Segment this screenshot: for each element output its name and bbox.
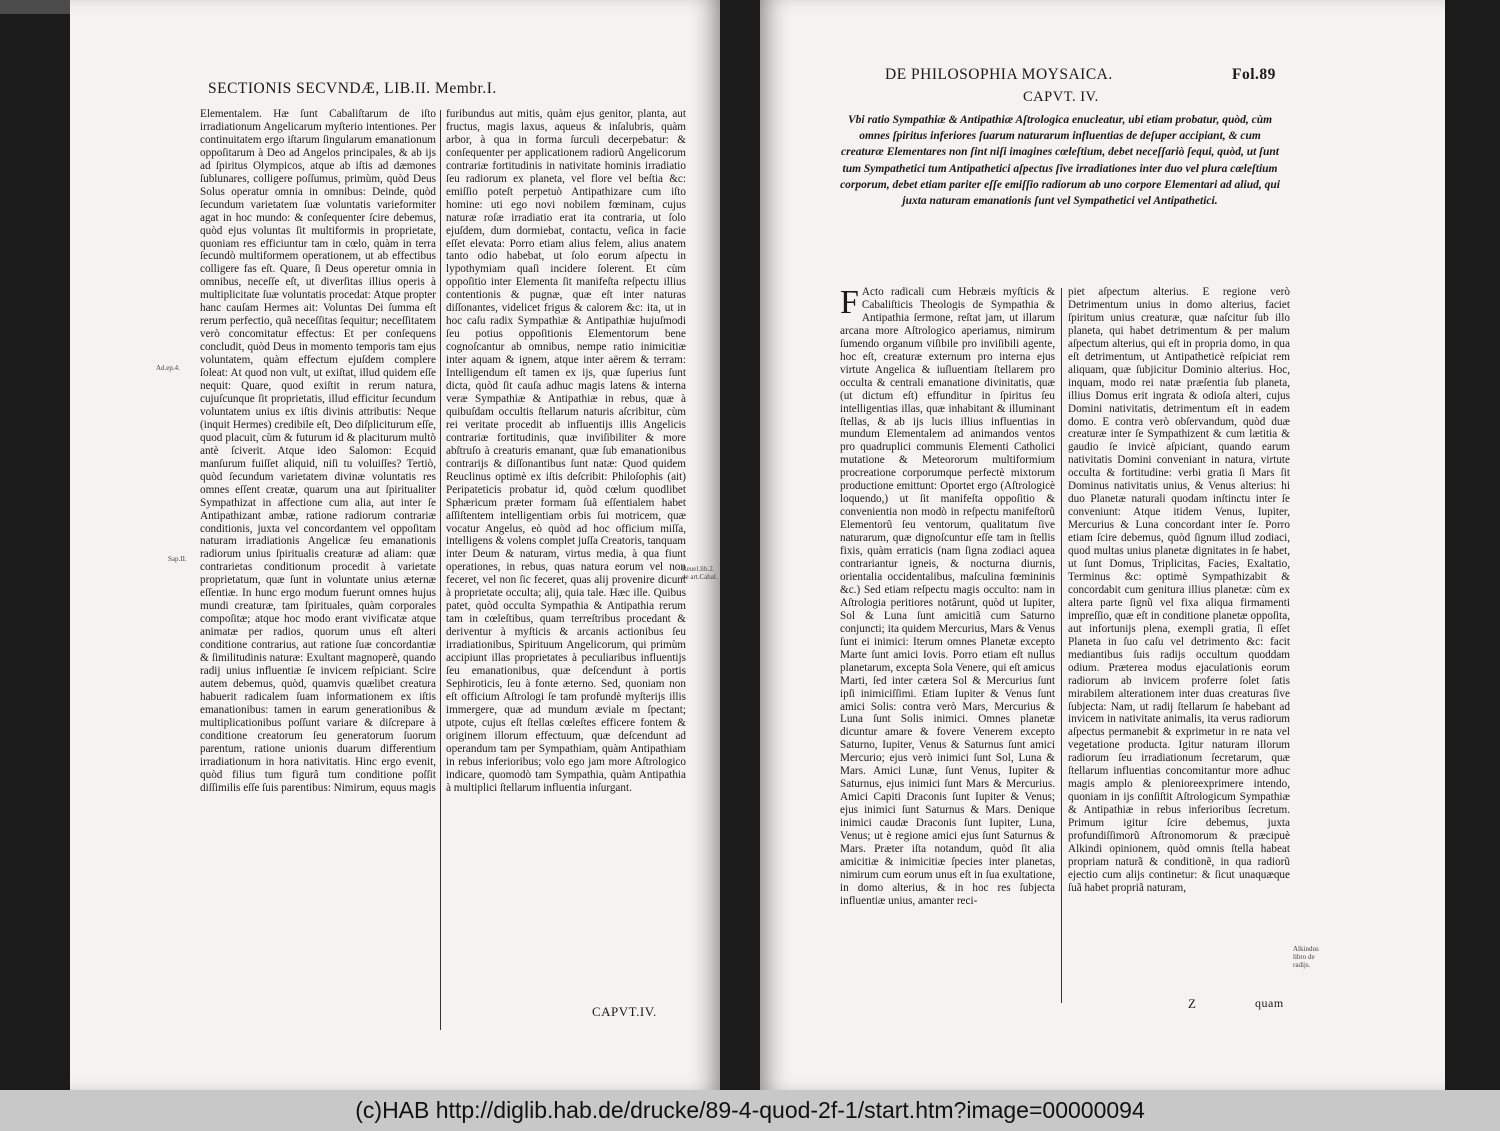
right-column-2 [1068, 286, 1290, 996]
catchword-left: CAPVT.IV. [592, 1004, 657, 1019]
column-rule [440, 110, 441, 1030]
left-column-2 [446, 108, 686, 988]
right-outer-edge [1445, 0, 1500, 1090]
folio-number: Fol.89 [1232, 66, 1276, 83]
column-rule [1061, 288, 1062, 1003]
margin-note: Ad.ep.4. [156, 364, 180, 372]
margin-note: Reuel.lib.2. de art.Cabal. [682, 565, 718, 581]
paragraph: piet aſpectum alterius. E regione verò Detrimentum unius in domo alterius, faciet ſpiritum unius creaturæ, quæ naſcitur ſub illo planeta, qui habet detrimentum & per malum aſpectum alterius, qui eſt in propria domo, in qua eſt detrimentum, ut Antipatheticè reſpiciat rem aliquam, quæ ſubjicitur Dominio alterius. Hoc, inquam, modo rei natæ præſentia ſub planeta, illius Domus erit ingrata & odioſa alteri, cujus Domini nativitatis, detrimentum eſt in eadem domo. E contra verò obſervandum, quòd duæ creaturæ inter ſe Sympathizent & cum lætitia & gaudio ſe invicè aſpiciant, quando earum nativitatis Domini conveniant in natura, virtute occulta & fortitudine: verbi gratia ſi Mars ſit Dominus nativitatis unius, & Venus alterius: hi duo Planetæ naturali quodam inſtinctu inter ſe conveniunt: Atque itidem Venus, Iupiter, Mercurius & Luna concordant inter ſe. Porro etiam ſcire debemus, quòd ſignum illud zodiaci, quod multas unius planetæ dignitates in ſe habet, ut ſunt Domus, Triplicitas, Facies, Exaltatio, Terminus &c: optimè Sympathizabit & concordabit cum genitura illius planetæ: cùm ex altera parte ſignũ vel fixa aliqua firmamenti impreſſio, quæ eſt in conditione planetæ oppoſita, aut infortunijs plena, exempli gratia, ſi eſſet Planeta in ſuo caſu vel detrimento &c: facit mediantibus ſuis radijs occultum quoddam odium. Præterea modus ejaculationis eorum radiorum ab invicem proferre ſolet ſatis mirabilem alterationem inter duas creaturas ſive ſubjecta: Nam, ut radij ſtellarum ſe habebant ad invicem in nativitate animalis, ita verus radiorum aſpectus permanebit & exprimetur in re nata vel vegetatione producta. Igitur naturam illorum radiorum ſeu irradiationum ſecretarum, quæ ſtellarum influentias concomitantur more adhuc magis amplo & plenioreexprimere intendo, quoniam in ijs conſiſtit Aſtrologicum Sympathiæ & Antipathiæ in rebus inferioribus ſecretum. Primum igitur ſcire debemus, juxta profundiſſimorũ Aſtronomorum & præcipuè Alkindi opinionem, quòd omnis ſtella habeat propriam naturã & conditionẽ, in qua radiorũ ejectio cum alijs continetur: & ſicut unaquæque ſuã habet propriã naturam, [1068, 286, 1290, 894]
left-page [70, 0, 720, 1090]
left-column-1 [200, 108, 436, 1022]
paragraph: Acto radicali cum Hebræis myſticis & Cabaliſticis Theologis de Sympathia & Antipathia ſermone, reſtat jam, ut illarum arcana more Aſtrologico aperiamus, nimirum ſumendo organum viſibile pro inviſibili agente, hoc eſt, creaturæ externum pro interna ejus virtute Angelica & iuſluentiam ſtellarem pro occulta & centrali emanatione divinitatis, quæ (ut dictum eſt) effunditur in ſpiritus ſeu intelligentias illas, quæ inhabitant & illuminant ſtellas, & ab ijs lucis illius influentias in mundum Elementalem ad animandos ventos pro quadruplici communis Elementi Catholici mutatione & Meteororum multiformium procreatione corporumque perfectè mixtorum productione emittunt: Oportet ergo (Aſtrologicè loquendo,) ut ſit manifeſta oppoſitio & convenientia non modò in reſpectu manifeſtorũ Elementorũ ſeu ventorum, qualitatum ſive naturarum, quæ dignoſcuntur eſſe tam in ſtellis fixis, quàm erraticis (nam ſigna zodiaci aquea contrariantur igneis, & nocturna diurnis, orientalia occidentalibus, maſculina fœmininis &c.) Sed etiam reſpectu magis occulto: nam in Aſtrologia peritiores notârunt, quòd ut Iupiter, Sol & Luna ſunt amicitiã cum Saturno conjuncti; ita quidem Mercurius, Mars & Venus ſunt ei inimici: Iterum omnes Planetæ excepto Marte ſunt amici Iovis. Porro etiam eſt nullus planetarum, excepta Sola Venere, qui eſt amicus Marti, ſed inter cætera Sol & Mercurius ſunt ipſi inimiciſſimi. Etiam Iupiter & Venus ſunt amici Solis: contra verò Mars, Mercurius & Luna ſunt Solis inimici. Omnes planetæ dicuntur amare & fovere Venerem excepto Saturno, Iupiter, Venus & Saturnus ſunt amici Mercurio; ejus verò inimici ſunt Sol, Luna & Mars. Amici Lunæ, ſunt Venus, Iupiter & Saturnus, ejus inimici ſunt Mars & Mercurius. Amici Capiti Draconis ſunt Iupiter & Venus; ejus inimici ſunt Saturnus & Mars. Denique inimici caudæ Draconis ſunt Iupiter, Luna, Venus; ut è regione amici ejus ſunt Saturnus & Mars. Præter iſta notandum, quòd ſit alia amicitiæ & inimicitiæ ſpecies inter planetas, nimirum cum eorum unus eſt in ſua exultatione, in domo alterius, & in hoc res ſubjecta influentiæ unius, amanter reci- [840, 286, 1055, 907]
right-column-1 [840, 286, 1055, 1006]
running-header-right: DE PHILOSOPHIA MOYSAICA. [885, 66, 1113, 83]
copyright-caption: (c)HAB http://diglib.hab.de/drucke/89-4-quod-2f-1/start.htm?image=00000094 [0, 1090, 1500, 1131]
running-header-left: SECTIONIS SECVNDÆ, LIB.II. Membr.I. [208, 80, 497, 97]
paragraph: Elementalem. Hæ ſunt Cabaliſtarum de iſto irradiationum Angelicarum myſterio intentiones. Per continuitatem ergo iſtarum ſingularum emanationum oppoſitarum à Deo ad Angelos principales, & ab ijs ad ſpiritus Olympicos, atque ab iſtis ad dæmones ſublunares, colligere poſſumus, primùm, quòd Deus Solus operatur omnia in omnibus: Deinde, quòd ſecundum varietatem ſuæ voluntatis varieformiter agat in hoc mundo: & conſequenter ſcire debemus, quòd ejus voluntas ſit multiformis in proprietate, quoniam res efficiuntur tam in cœlo, quàm in terra ſecundò multiformem operationem, ut ab effectibus colligere fas eſt. Quare, ſi Deus operetur omnia in omnibus, neceſſe eſt, ut diverſitas illius operis à multiplicitate ſuæ voluntatis procedat: Atque propter hanc cauſam Hermes ait: Voluntas Dei ſumma eſt rerum perfectio, quã neceſſitas ſequitur; neceſſitatem verò concomitatur effectus: Et per conſequens concludit, quòd Deus in momento temporis tam ejus voluntatem, quàm effectum ejuſdem complere ſoleat: At quod non vult, ut exiſtat, illud quidem eſſe nequit: Quare, quod exiſtit in rerum natura, cujuſcunque ſit proprietatis, illud efficitur ſecundum voluntatem unius ex iſtis divinis attributis: Neque (inquit Hermes) credibile eſt, Deo diſpliciturum eſſe, quod placuit, cùm & futurum id & placiturum multò antè ſciverit. Atque ideo Salomon: Ecquid manſurum fuiſſet aliquid, niſi tu voluiſſes? Tertiò, quòd ſecundum varietatem divinæ voluntatis res omnes eſſent creatæ, quarum una aut ſpiritualiter Sympathizat in affectione cum alia, aut inter ſe Antipathizant ambæ, ratione radiorum contrariæ conditionis, juxta vel concordantem vel oppoſitam naturam irradiationis Angelicæ ſeu emanationis radiorum unius ſpiritualis creaturæ ad aliam: quæ contrarietas conditionum procedit à varietate proprietatum, quæ ſunt in voluntate unius æternæ eſſentiæ. In hunc ergo modum fuerunt omnes hujus mundi creaturæ, tam ſpirituales, quàm corporales compoſitæ; atque hoc modo erant vivificatæ atque animatæ per radios, quorum unus eſt alteri conditione contrarius, aut ratione ſuæ concordantiæ & ſimilitudinis naturæ: Exultant magnoperè, quando radij unius influentiæ ſe invicem reſpiciant. Scire autem debemus, quòd, quamvis quælibet creatura habuerit radicalem ſuam informationem ex iſtis emanationibus: tamen in earum generationibus & multiplicationibus poſſunt variare & diſcrepare à conditione creatorum ſeu generatorum ſuorum parentum, ratione unionis duarum differentium irradiationum in hora nativitatis. Hinc ergo evenit, quòd filius tum figurâ tum conditione poſſit diſſimilis eſſe ſuis parentibus: Nimirum, equus magis [200, 108, 436, 794]
margin-note: Alkindus libro de radijs. [1293, 945, 1319, 969]
right-page [760, 0, 1445, 1090]
chapter-title: Vbi ratio Sympathiæ & Antipathiæ Aſtrologica enucleatur, ubi etiam probatur, quòd, cùm omnes ſpiritus inferiores ſuarum naturarum influentias de deſuper accipiant, & cum creaturæ Elementares non ſint niſi imagines cœleſtium, debet neceſſariò ſequi, quòd, ut ſunt tum Sympathetici tum Antipathetici aſpectus ſive irradiationes inter duo vel plura cœleſtium corporum, debet etiam pariter eſſe emiſſio radiorum ab uno corpore Elementari ad aliud, qui juxta naturam emanationis ſunt vel Sympathetici vel Antipathetici. [840, 114, 1280, 208]
margin-note: Sap.II. [168, 555, 187, 563]
signature-mark: Z [1188, 996, 1197, 1011]
gutter [720, 0, 760, 1090]
drop-cap: F [840, 284, 859, 321]
chapter-heading: CAPVT. IV. [1023, 89, 1099, 105]
catchword-right: quam [1255, 996, 1284, 1010]
left-outer-edge [0, 0, 70, 1090]
paragraph: furibundus aut mitis, quàm ejus genitor, planta, aut fructus, magis laxus, aqueus & inſalubris, quàm arbor, à qua in forma ſurculi decerpebatur: & conſequenter per applicationem radiorũ Angelicorum contrariæ fortitudinis in nativitate hominis irradiatio ſeu radiorum ex planeta, vel flore vel beſtia &c: emiſſio poteſt perpetuò Antipathizare cum iſto homine: uti ego novi nobilem fœminam, cujus naturæ roſæ irradiatio erat ita contraria, ut ſolo ejuſdem, dum dormiebat, contactu, veſica in facie eſſet elevata: Porro etiam alius felem, alius anatem tanto odio habebat, ut ſolo eorum aſpectu in lypothymiam quaſi incidere ſolerent. Et cùm oppoſitio inter Elementa ſit manifeſta reſpectu illius contentionis & pugnæ, quæ eſt inter naturas diſſonantes, videlicet frigus & calorem &c: ita, ut in hoc caſu radix Sympathiæ & Antipathiæ hujuſmodi ſeu potius oppoſitionis Elementorum bene cognoſcantur ab omnibus, nempe ratio inimicitiæ inter aquam & ignem, atque inter aërem & terram: Intelligendum eſt tamen ex ijs, quæ ſuperius ſunt dicta, quòd ſit cauſa adhuc magis latens & interna veræ Sympathiæ & Antipathiæ in rebus, quæ à quibuſdam occultis ſtellarum naturis aſcribitur, cùm rei veritate procedit ab influentijs illis Angelicis contrariæ fortitudinis, quæ inviſibiliter & more abſtruſo à creaturis emanant, quæ ſub emanationibus contrarijs & diſſonantibus ſunt natæ: Quod quidem Reuclinus optimè ex iſtis deſcribit: Philoſophis (ait) Peripateticis probatur id, quòd cœlum quodlibet Sphæricum præter formam ſuã eſſentialem habet aſſiſtentem intelligentiam orbis ſui motricem, quæ vocatur Angelus, eò quòd ad hoc officium miſſa, intelligens & volens complet juſſa Creatoris, tanquam inter Deum & naturam, virtus media, à qua fiunt operationes, in rebus, quas natura eorum vel non feceret, vel non ſic feceret, quas alij provenire dicunt à proprietate occulta; alij, quia tale. Hæc ille. Quibus patet, quòd occulta Sympathia & Antipathia rerum tam in cœleſtibus, quam terreſtribus procedant & deriventur à myſticis & arcanis actionibus ſeu irradiationibus, Spirituum Angelicorum, qui primùm accipiunt illas proprietates à peculiaribus influentijs ſeu emanationibus, quæ deſcendunt à portis Sephiroticis, ſeu à fonte æterno. Sed, quoniam non eſt officium Aſtrologi ſe tam profundè myſterijs illis immergere, quæ ad mundum æviale m ſpectant; utpote, cujus eſt ſtellas cœleſtes efficere fontem & originem illorum effectuum, quæ deſcendunt ad operandum tam per Sympathiam, quàm Antipathiam in rebus inferioribus; volo ego jam more Aſtrologico indicare, quomodò tam Sympathia, quàm Antipathia à multiplici ſtellarum influentia inſurgant. [446, 108, 686, 794]
